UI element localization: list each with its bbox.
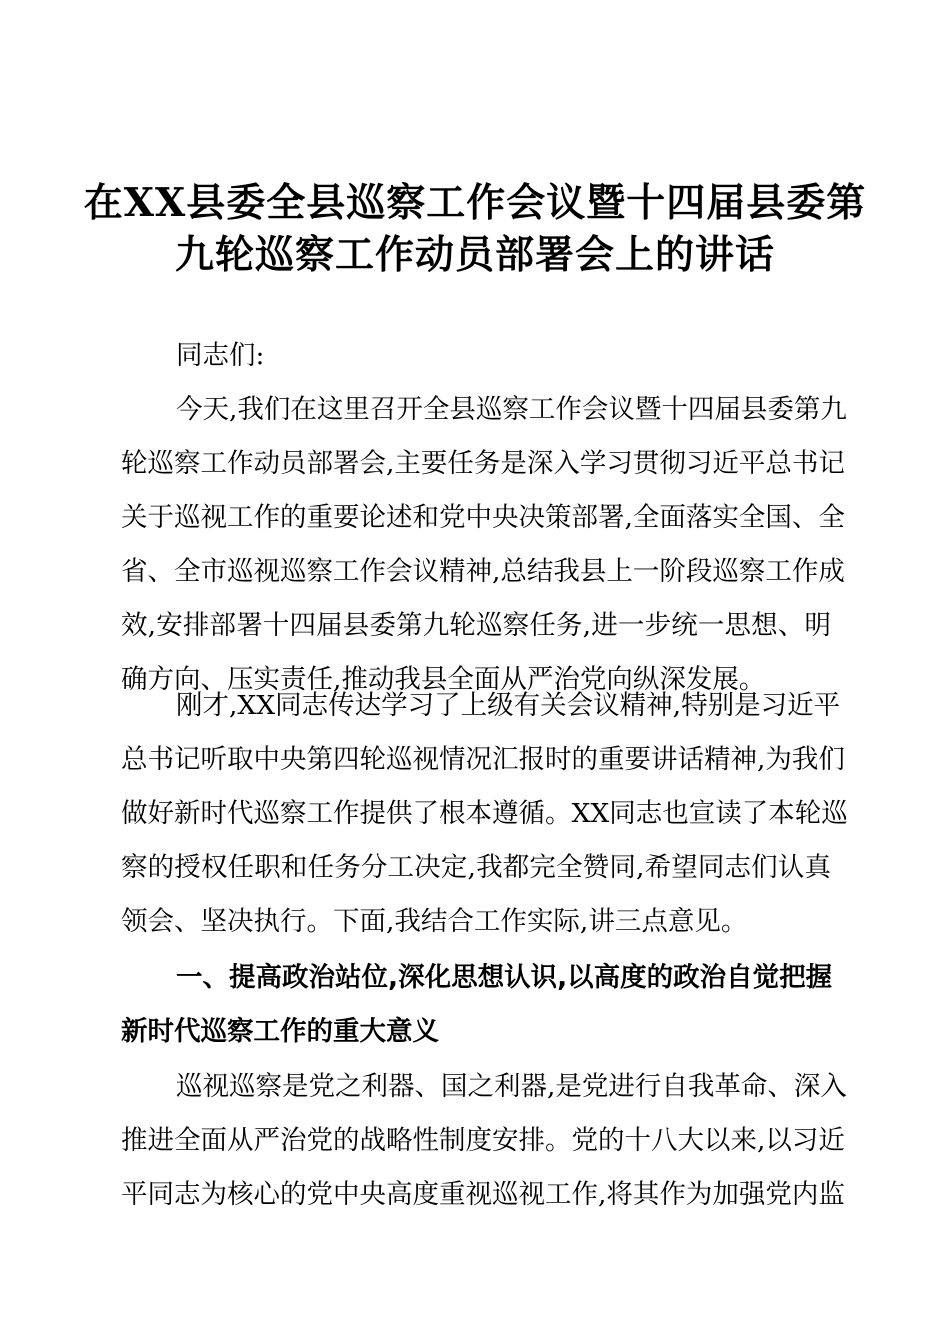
text-line: 平同志为核心的党中央高度重视巡视工作,将其作为加强党内监 (121, 1179, 845, 1210)
text-line: 关于巡视工作的重要论述和党中央决策部署,全面落实全国、全 (121, 502, 845, 533)
text-line: 总书记听取中央第四轮巡视情况汇报时的重要讲话精神,为我们 (121, 744, 845, 775)
text-line: 领会、坚决执行。下面,我结合工作实际,讲三点意见。 (121, 906, 748, 937)
text-line: 今天,我们在这里召开全县巡察工作会议暨十四届县委第九 (176, 394, 847, 425)
document-title-line-2: 九轮巡察工作动员部署会上的讲话 (174, 232, 775, 278)
text-line: 轮巡察工作动员部署会,主要任务是深入学习贯彻习近平总书记 (121, 448, 845, 479)
document-title-line-1: 在XX县委全县巡察工作会议暨十四届县委第 (83, 180, 867, 226)
text-line: 巡视巡察是党之利器、国之利器,是党进行自我革命、深入 (176, 1071, 847, 1102)
text-line: 确方向、压实责任,推动我县全面从严治党向纵深发展。 (121, 664, 766, 695)
salutation: 同志们: (176, 340, 265, 371)
text-line: 效,安排部署十四届县委第九轮巡察任务,进一步统一思想、明 (121, 610, 831, 641)
text-line: 刚才,XX同志传达学习了上级有关会议精神,特别是习近平 (176, 690, 841, 721)
text-line: 省、全市巡视巡察工作会议精神,总结我县上一阶段巡察工作成 (121, 556, 845, 587)
heading-line: 新时代巡察工作的重大意义 (121, 1016, 439, 1047)
text-line: 做好新时代巡察工作提供了根本遵循。XX同志也宣读了本轮巡 (121, 798, 848, 829)
text-line: 察的授权任职和任务分工决定,我都完全赞同,希望同志们认真 (121, 852, 831, 883)
text-line: 推进全面从严治党的战略性制度安排。党的十八大以来,以习近 (121, 1125, 845, 1156)
heading-line: 一、提高政治站位,深化思想认识,以高度的政治自觉把握 (176, 962, 833, 993)
